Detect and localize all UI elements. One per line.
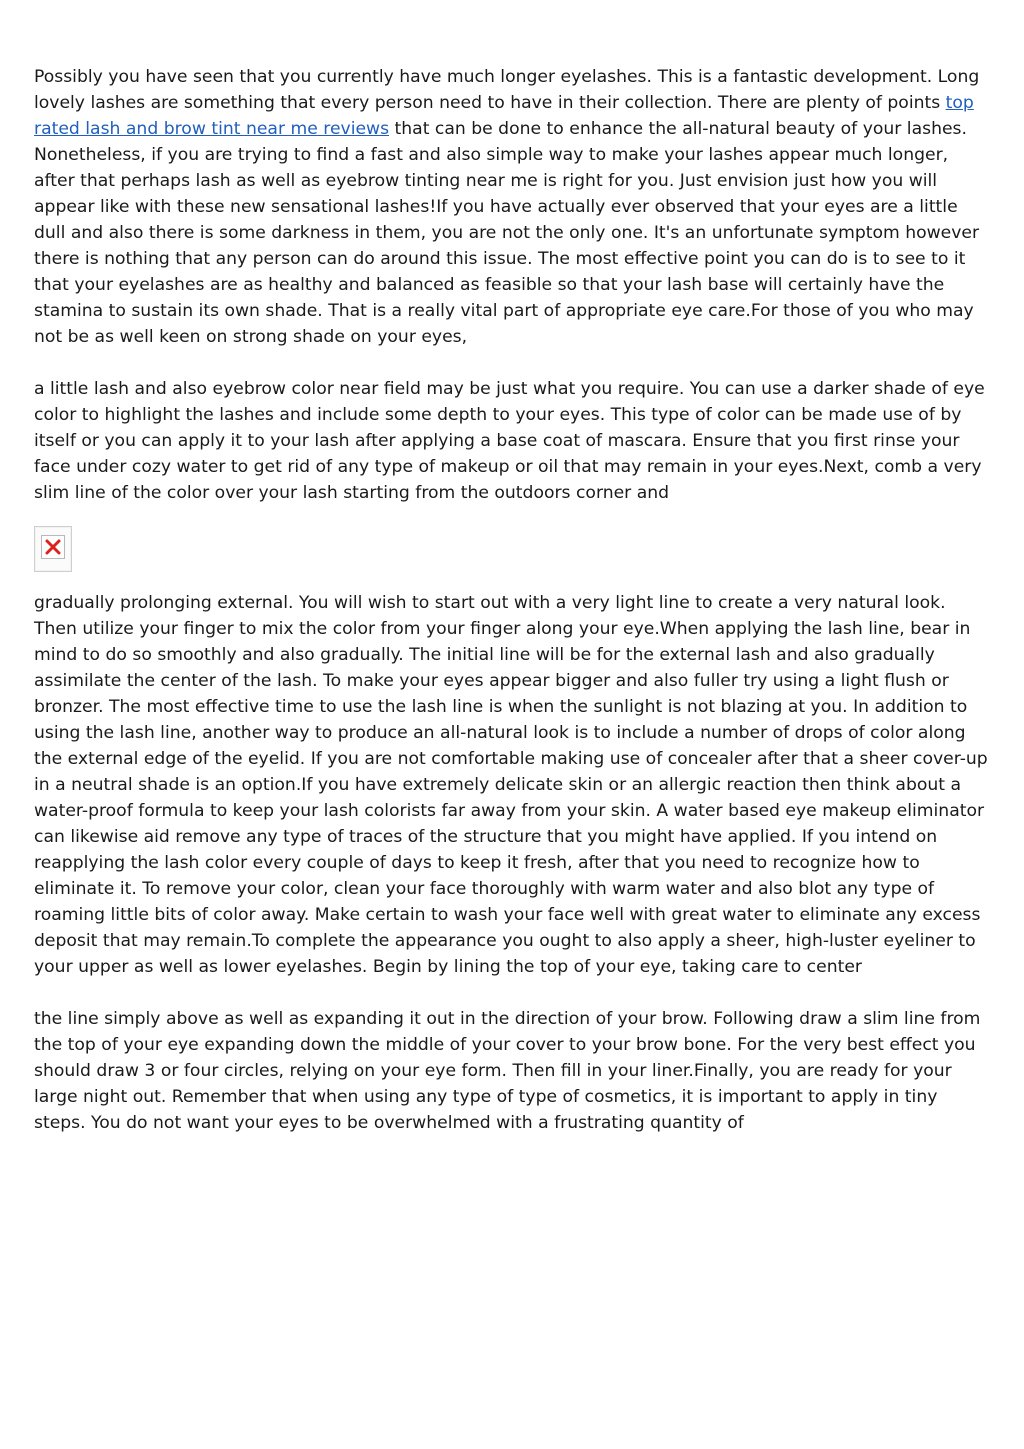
paragraph-3: gradually prolonging external. You will wish to start out with a very light line to create a very natural look. Then utilize your finger to mix the color from your finger along your eye.When applying the lash line, bear in mind to do so smoothly and also gradually. The initial line will be for the external lash and also gradually assimilate the center of the lash. To make your eyes appear bigger and also fuller try using a light flush or bronzer. The most effective time to use the lash line is when the sunlight is not blazing at you. In addition to using the lash line, another way to produce an all-natural look is to include a number of drops of color along the external edge of the eyelid. If you are not comfortable making use of concealer after that a sheer cover-up in a neutral shade is an option.If you have extremely delicate skin or an allergic reaction then think about a water-proof formula to keep your lash colorists far away from your skin. A water based eye makeup eliminator can likewise aid remove any type of traces of the structure that you might have applied. If you intend on reapplying the lash color every couple of days to keep it fresh, after that you need to recognize how to eliminate it. To remove your color, clean your face thoroughly with warm water and also blot any type of roaming little bits of color away. Make certain to wash your face well with great water to eliminate any excess deposit that may remain.To complete the appearance you ought to also apply a sheer, high-luster eyeliner to your upper as well as lower eyelashes. Begin by lining the top of your eye, taking care to center xyxy=(34,593,988,977)
paragraph-1-text-b: that can be done to enhance the all-natural beauty of your lashes. Nonetheless, if you are trying to find a fast and also simple way to make your lashes appear much longer, after that perhaps lash as well as eyebrow tinting near me is right for you. Just envision just how you will appear like with these new sensational lashes!If you have actually ever observed that your eyes are a little dull and also there is some darkness in them, you are not the only one. It's an unfortunate symptom however there is nothing that any person can do around this issue. The most effective point you can do is to see to it that your eyelashes are as healthy and balanced as feasible so that your lash base will certainly have the stamina to sustain its own shade. That is a really vital part of appropriate eye care.For those of you who may not be as well keen on strong shade on your eyes, xyxy=(34,119,980,347)
paragraph-spacer xyxy=(34,980,992,1006)
broken-image-icon xyxy=(34,526,72,572)
paragraph-spacer xyxy=(34,350,992,376)
paragraph-4: the line simply above as well as expanding it out in the direction of your brow. Following draw a slim line from the top of your eye expanding down the middle of your cover to your brow bone. For the very best effect you should draw 3 or four circles, relying on your eye form. Then fill in your liner.Finally, you are ready for your large night out. Remember that when using any type of type of cosmetics, it is important to apply in tiny steps. You do not want your eyes to be overwhelmed with a frustrating quantity of xyxy=(34,1009,981,1133)
document-body xyxy=(34,64,992,1136)
paragraph-1 xyxy=(34,64,992,350)
paragraph-2: a little lash and also eyebrow color near field may be just what you require. You can use a darker shade of eye color to highlight the lashes and include some depth to your eyes. This type of color can be made use of by itself or you can apply it to your lash after applying a base coat of mascara. Ensure that you first rinse your face under cozy water to get rid of any type of makeup or oil that may remain in your eyes.Next, comb a very slim line of the color over your lash starting from the outdoors corner and xyxy=(34,379,985,503)
lash-tint-reviews-link[interactable]: top rated lash and brow tint near me reviews xyxy=(34,93,974,139)
close-icon xyxy=(41,535,65,559)
paragraph-1-text-a: Possibly you have seen that you currently have much longer eyelashes. This is a fantastic development. Long lovely lashes are something that every person need to have in their collection. There are plenty of points xyxy=(34,67,980,113)
